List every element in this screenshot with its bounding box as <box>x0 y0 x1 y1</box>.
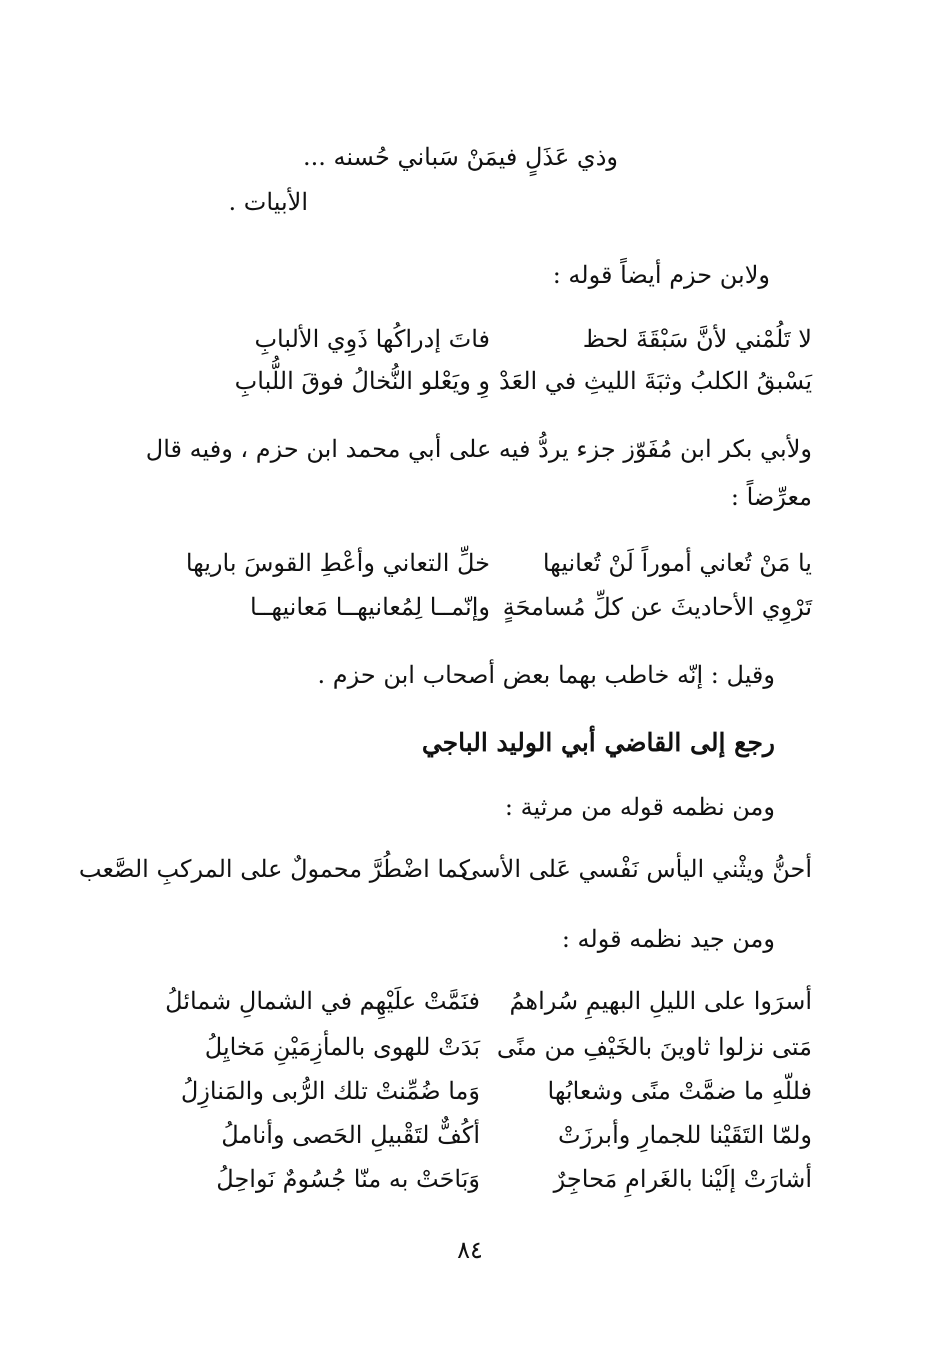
poem-hemistich-left: وَبَاحَتْ به منّا جُسُومٌ نَواحِلُ <box>216 1165 480 1193</box>
paragraph-line: معرِّضاً : <box>730 483 812 511</box>
page-number: ٨٤ <box>457 1236 483 1264</box>
poem-hemistich-left: فاتَ إدراكُها ذَوِي الألبابِ <box>254 325 490 353</box>
poem-hemistich-left: وَما ضُمِّنتْ تلك الرُّبى والمَنازِلُ <box>180 1077 480 1105</box>
paragraph-line: ولأبي بكر ابن مُفَوّز جزء يردُّ فيه على أبي محمد ابن حزم ، وفيه قال <box>145 435 812 463</box>
intro-verse-line-2: الأبيات . <box>228 188 308 216</box>
ibn-hazm-intro: ولابن حزم أيضاً قوله : <box>552 261 770 289</box>
poem-hemistich-right: يَسْبقُ الكلبُ وثبَةَ الليثِ في العَدْ <box>499 367 812 395</box>
poem-hemistich-left: فنَمَّتْ علَيْهِم في الشمالِ شمائلُ <box>165 987 480 1015</box>
poem-hemistich-right: يا مَنْ تُعاني أموراً لَنْ تُعانيها <box>542 549 812 577</box>
poem-hemistich-right: لا تَلُمْني لأنَّ سَبْقَةَ لحظ <box>582 325 812 353</box>
note-line: وقيل : إنّه خاطب بهما بعض أصحاب ابن حزم . <box>317 661 775 689</box>
poem-hemistich-right: أسرَوا على الليلِ البهيمِ سُراهمُ <box>509 987 812 1015</box>
poem-hemistich-left: وإنّمــا لِمُعانيهــا مَعانيهــا <box>250 593 490 621</box>
poem-hemistich-right: أشارَتْ إلَيْنا بالغَرامِ مَحاجِرٌ <box>553 1165 812 1193</box>
poem-hemistich-left: كما اضْطُرَّ محمولٌ على المركبِ الصَّعب <box>78 855 470 883</box>
poem-hemistich-right: ولمّا التَقَيْنا للجمارِ وأبرزَتْ <box>557 1121 812 1149</box>
section-heading: رجع إلى القاضي أبي الوليد الباجي <box>421 728 775 757</box>
elegy-intro: ومن نظمه قوله من مرثية : <box>504 793 775 821</box>
poem-hemistich-right: تَرْوِي الأحاديثَ عن كلِّ مُسامحَةٍ <box>502 593 812 621</box>
intro-verse-line-1: وذي عَذَلٍ فيمَنْ سَباني حُسنه ... <box>302 143 618 171</box>
poem-hemistich-left: أكُفٌّ لتَقْبيلِ الحَصى وأناملُ <box>221 1121 480 1149</box>
poem-hemistich-right: فللّهِ ما ضمَّتْ منًى وشعابُها <box>547 1077 812 1105</box>
poem-hemistich-right: مَتى نزلوا ثاوينَ بالخَيْفِ من منًى <box>496 1033 812 1061</box>
poem-hemistich-left: خلِّ التعاني وأعْطِ القوسَ باريها <box>185 549 490 577</box>
good-poem-intro: ومن جيد نظمه قوله : <box>561 925 775 953</box>
poem-hemistich-right: أحنُّ ويثْني اليأس نَفْسي عَلى الأسى <box>460 855 812 883</box>
poem-hemistich-left: وِ ويَعْلو النُّخالُ فوقَ اللُّبابِ <box>234 367 490 395</box>
poem-hemistich-left: بَدَتْ للهوى بالمأزِمَيْنِ مَخايِلُ <box>204 1033 480 1061</box>
